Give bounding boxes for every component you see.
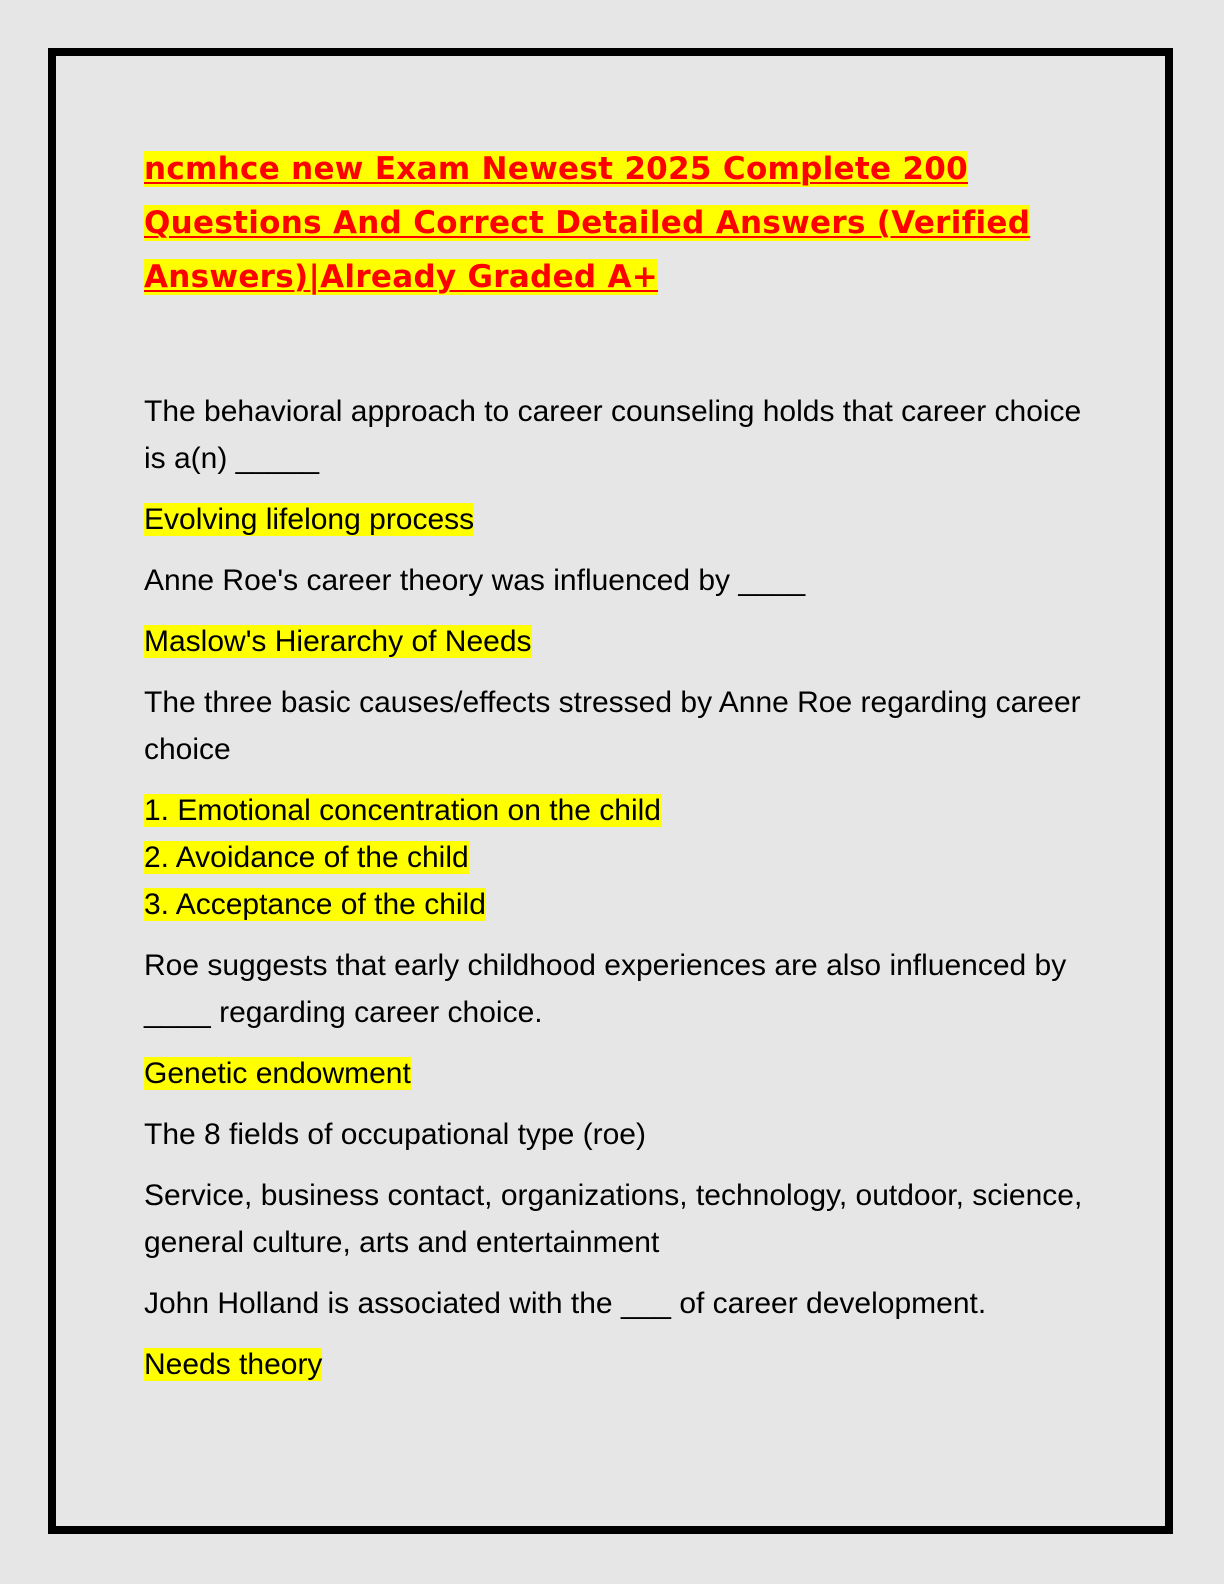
answer-1 (144, 496, 1084, 543)
answer-5-text: Service, business contact, organizations, technology, outdoor, science, general culture, arts and entertainment (144, 1179, 1083, 1259)
answer-3-line-3 (144, 881, 1084, 928)
document-title (144, 142, 1084, 304)
question-2: Anne Roe's career theory was influenced by ____ (144, 564, 806, 597)
question-6: John Holland is associated with the ___ of career development. (144, 1287, 987, 1320)
qa-list (144, 388, 1084, 1388)
answer-1-highlight: Evolving lifelong process (144, 503, 475, 536)
answer-2-highlight: Maslow's Hierarchy of Needs (144, 625, 532, 658)
answer-2 (144, 618, 1084, 665)
answer-6-highlight: Needs theory (144, 1348, 323, 1381)
answer-3-line-2-text: 2. Avoidance of the child (144, 841, 469, 874)
document-body (144, 142, 1084, 1402)
answer-4-highlight: Genetic endowment (144, 1057, 411, 1090)
document-title-text: ncmhce new Exam Newest 2025 Complete 200 Questions And Correct Detailed Answers (Verified Answers)|Already Graded A+ (144, 151, 1031, 295)
answer-5 (144, 1172, 1084, 1266)
answer-3-line-1-text: 1. Emotional concentration on the child (144, 794, 661, 827)
answer-3-line-2 (144, 834, 1084, 881)
question-3: The three basic causes/effects stressed by Anne Roe regarding career choice (144, 686, 1081, 766)
answer-3-line-3-text: 3. Acceptance of the child (144, 888, 486, 921)
answer-3-line-1 (144, 787, 1084, 834)
answer-6 (144, 1341, 1084, 1388)
answer-4 (144, 1050, 1084, 1097)
question-5: The 8 fields of occupational type (roe) (144, 1118, 646, 1151)
answer-3 (144, 787, 1084, 928)
question-1: The behavioral approach to career counseling holds that career choice is a(n) _____ (144, 395, 1082, 475)
question-4: Roe suggests that early childhood experiences are also influenced by ____ regarding career choice. (144, 949, 1067, 1029)
